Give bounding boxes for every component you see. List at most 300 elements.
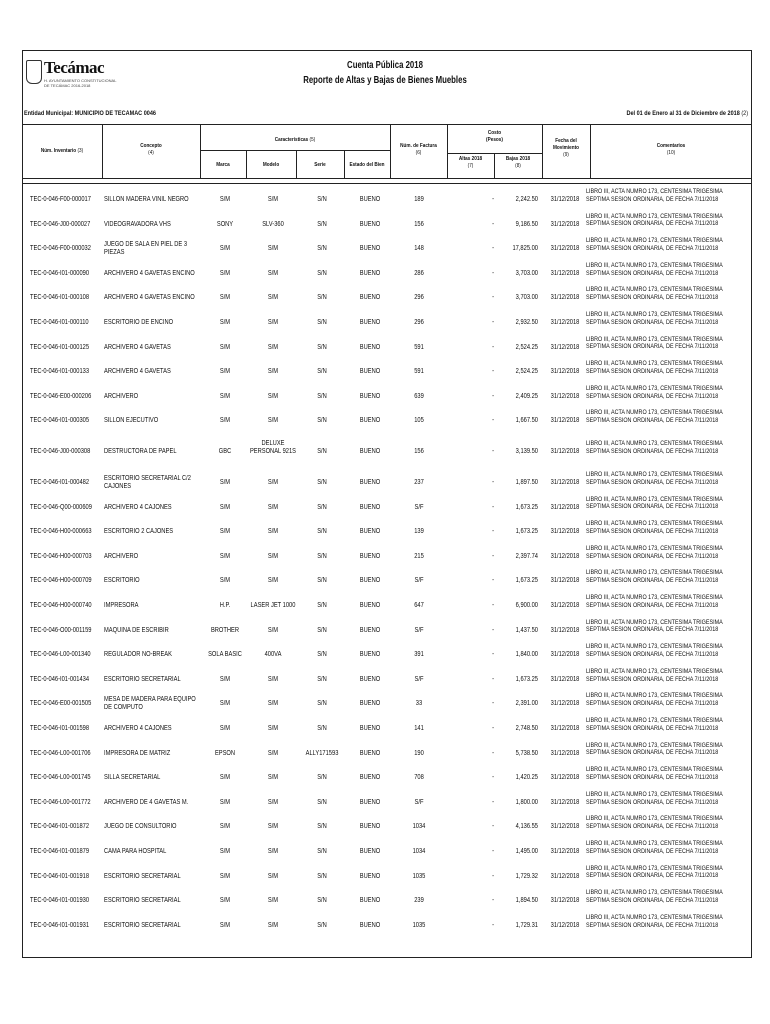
movement-date-cell: 31/12/2018 bbox=[550, 269, 580, 277]
comment-cell: LIBRO III, ACTA NUMRO 173, CENTESIMA TRIGESIMA SEPTIMA SESION ORDINARIA, DE FECHA 7/11/2018 bbox=[586, 360, 723, 375]
concept-cell: MAQUINA DE ESCRIBIR bbox=[104, 626, 169, 634]
serial-cell: S/N bbox=[317, 774, 327, 782]
comment-cell: LIBRO III, ACTA NUMRO 173, CENTESIMA TRIGESIMA SEPTIMA SESION ORDINARIA, DE FECHA 7/11/2018 bbox=[586, 261, 723, 277]
disposals-amount-cell: 1,673.25 bbox=[515, 503, 538, 511]
comment-cell: LIBRO III, ACTA NUMRO 173, CENTESIMA TRIGESIMA SEPTIMA SESION ORDINARIA, DE FECHA 7/11/2018 bbox=[586, 544, 723, 560]
invoice-number-cell: 1034 bbox=[412, 823, 426, 831]
header-modelo: Modelo bbox=[262, 162, 280, 168]
invoice-number-cell: 708 bbox=[414, 774, 424, 782]
col-sep bbox=[542, 124, 543, 178]
header-comentarios-label: Comentarios bbox=[656, 143, 686, 149]
invoice-number-cell: 1035 bbox=[412, 921, 426, 929]
header-costo-label: Costo bbox=[487, 130, 502, 136]
model-cell: S/M bbox=[267, 245, 279, 253]
comment-cell: LIBRO III, ACTA NUMRO 173, CENTESIMA TRIGESIMA SEPTIMA SESION ORDINARIA, DE FECHA 7/11/2018 bbox=[586, 286, 723, 302]
movement-date-cell: 31/12/2018 bbox=[550, 368, 580, 376]
characteristics-rule bbox=[200, 150, 390, 151]
inventory-number-cell: TEC-0-046-I01-001918 bbox=[30, 872, 90, 880]
concept-cell: ESCRITORIO DE ENCINO bbox=[104, 319, 174, 326]
additions-amount-cell: - bbox=[492, 651, 494, 659]
concept-cell: SILLA SECRETARIAL bbox=[104, 774, 161, 782]
logo-subtitle: H. AYUNTAMIENTO CONSTITUCIONAL DE TECÁMAC 2016-2018 bbox=[44, 78, 117, 88]
brand-cell: S/M bbox=[219, 294, 231, 302]
disposals-amount-cell: 2,524.25 bbox=[515, 343, 538, 351]
additions-amount-cell: - bbox=[492, 417, 494, 425]
condition-cell: BUENO bbox=[359, 220, 381, 228]
header-concepto-label: Concepto bbox=[140, 143, 162, 149]
disposals-amount-cell: 3,703.00 bbox=[515, 269, 538, 277]
disposals-amount-cell: 17,825.00 bbox=[512, 245, 538, 253]
model-cell: S/M bbox=[267, 626, 279, 634]
condition-cell: BUENO bbox=[359, 552, 381, 560]
inventory-number-cell: TEC-0-046-F00-000032 bbox=[30, 245, 91, 253]
movement-date-cell: 31/12/2018 bbox=[550, 921, 580, 929]
col-sep bbox=[447, 124, 448, 178]
inventory-number-cell: TEC-0-046-H00-000740 bbox=[30, 602, 92, 609]
disposals-amount-cell: 1,729.32 bbox=[515, 872, 538, 880]
brand-cell: S/M bbox=[219, 823, 231, 831]
header-bajas bbox=[498, 156, 539, 170]
condition-cell: BUENO bbox=[359, 897, 381, 905]
brand-cell: S/M bbox=[219, 368, 231, 376]
report-subtitle: Reporte de Altas y Bajas de Bienes Muebles bbox=[303, 75, 467, 86]
movement-date-cell: 31/12/2018 bbox=[550, 897, 580, 905]
serial-cell: S/N bbox=[317, 798, 327, 806]
inventory-number-cell: TEC-0-046-I01-000110 bbox=[30, 319, 89, 326]
invoice-number-cell: 189 bbox=[414, 196, 424, 203]
comment-cell: LIBRO III, ACTA NUMRO 173, CENTESIMA TRIGESIMA SEPTIMA SESION ORDINARIA, DE FECHA 7/11/2018 bbox=[586, 569, 723, 585]
model-cell: S/M bbox=[267, 503, 279, 511]
inventory-number-cell: TEC-0-046-I01-001879 bbox=[30, 848, 90, 855]
disposals-amount-cell: 1,673.25 bbox=[515, 675, 538, 683]
logo-text: Tecámac bbox=[44, 58, 105, 77]
condition-cell: BUENO bbox=[359, 798, 381, 806]
concept-cell: ARCHIVERO 4 GAVETAS ENCINO bbox=[104, 269, 195, 277]
inventory-number-cell: TEC-0-046-I01-001434 bbox=[30, 675, 90, 683]
header-factura-num: (6) bbox=[415, 150, 422, 156]
additions-amount-cell: - bbox=[492, 392, 494, 400]
brand-cell: H.P. bbox=[219, 602, 231, 609]
col-sep bbox=[246, 150, 247, 178]
concept-cell: ARCHIVERO bbox=[104, 392, 139, 400]
model-cell: DELUXE PERSONAL 921S bbox=[249, 440, 297, 455]
comment-cell: LIBRO III, ACTA NUMRO 173, CENTESIMA TRIGESIMA SEPTIMA SESION ORDINARIA, DE FECHA 7/11/2018 bbox=[586, 594, 723, 609]
header-factura bbox=[394, 143, 442, 157]
comment-cell: LIBRO III, ACTA NUMRO 173, CENTESIMA TRIGESIMA SEPTIMA SESION ORDINARIA, DE FECHA 7/11/2018 bbox=[586, 495, 723, 511]
condition-cell: BUENO bbox=[359, 577, 381, 585]
concept-cell: SILLON EJECUTIVO bbox=[104, 417, 159, 425]
model-cell: LASER JET 1000 bbox=[250, 602, 296, 609]
invoice-number-cell: 33 bbox=[415, 700, 423, 708]
disposals-amount-cell: 2,932.50 bbox=[515, 319, 538, 326]
comment-cell: LIBRO III, ACTA NUMRO 173, CENTESIMA TRIGESIMA SEPTIMA SESION ORDINARIA, DE FECHA 7/11/2018 bbox=[586, 440, 723, 455]
movement-date-cell: 31/12/2018 bbox=[550, 749, 580, 757]
additions-amount-cell: - bbox=[492, 749, 494, 757]
brand-cell: S/M bbox=[219, 725, 231, 732]
serial-cell: ALLY171593 bbox=[305, 749, 339, 757]
model-cell: S/M bbox=[267, 319, 279, 326]
movement-date-cell: 31/12/2018 bbox=[550, 552, 580, 560]
condition-cell: BUENO bbox=[359, 196, 381, 203]
inventory-number-cell: TEC-0-046-J00-000308 bbox=[30, 448, 91, 455]
disposals-amount-cell: 3,703.00 bbox=[515, 294, 538, 302]
condition-cell: BUENO bbox=[359, 725, 381, 732]
model-cell: S/M bbox=[267, 196, 279, 203]
additions-amount-cell: - bbox=[492, 848, 494, 855]
movement-date-cell: 31/12/2018 bbox=[550, 823, 580, 831]
header-comentarios-num: (10) bbox=[666, 150, 676, 156]
additions-amount-cell: - bbox=[492, 479, 494, 486]
serial-cell: S/N bbox=[317, 417, 327, 425]
concept-cell: SILLON MADERA VINIL NEGRO bbox=[104, 196, 189, 203]
inventory-number-cell: TEC-0-046-F00-000017 bbox=[30, 196, 91, 203]
concept-cell: VIDEOGRAVADORA VHS bbox=[104, 220, 171, 228]
serial-cell: S/N bbox=[317, 294, 327, 302]
disposals-amount-cell: 1,437.50 bbox=[515, 626, 538, 634]
inventory-number-cell: TEC-0-046-I01-001930 bbox=[30, 897, 90, 905]
serial-cell: S/N bbox=[317, 392, 327, 400]
brand-cell: S/M bbox=[219, 245, 231, 253]
movement-date-cell: 31/12/2018 bbox=[550, 675, 580, 683]
movement-date-cell: 31/12/2018 bbox=[550, 602, 580, 609]
model-cell: S/M bbox=[267, 921, 279, 929]
invoice-number-cell: 141 bbox=[414, 725, 424, 732]
inventory-number-cell: TEC-0-046-J00-000027 bbox=[30, 220, 91, 228]
concept-cell: ARCHIVERO bbox=[104, 552, 139, 560]
serial-cell: S/N bbox=[317, 675, 327, 683]
invoice-number-cell: 105 bbox=[414, 417, 424, 425]
additions-amount-cell: - bbox=[492, 245, 494, 253]
movement-date-cell: 31/12/2018 bbox=[550, 503, 580, 511]
disposals-amount-cell: 2,242.50 bbox=[515, 196, 538, 203]
comment-cell: LIBRO III, ACTA NUMRO 173, CENTESIMA TRIGESIMA SEPTIMA SESION ORDINARIA, DE FECHA 7/11/2018 bbox=[586, 311, 723, 326]
additions-amount-cell: - bbox=[492, 220, 494, 228]
inventory-number-cell: TEC-0-046-I01-000108 bbox=[30, 294, 90, 302]
disposals-amount-cell: 2,391.00 bbox=[515, 700, 538, 708]
header-bottom-rule bbox=[22, 178, 752, 179]
invoice-number-cell: 296 bbox=[414, 294, 424, 302]
movement-date-cell: 31/12/2018 bbox=[550, 774, 580, 782]
movement-date-cell: 31/12/2018 bbox=[550, 245, 580, 253]
serial-cell: S/N bbox=[317, 626, 327, 634]
invoice-number-cell: 639 bbox=[414, 392, 424, 400]
condition-cell: BUENO bbox=[359, 872, 381, 880]
disposals-amount-cell: 1,673.25 bbox=[515, 528, 538, 536]
concept-cell: IMPRESORA DE MATRIZ bbox=[104, 749, 171, 757]
condition-cell: BUENO bbox=[359, 269, 381, 277]
model-cell: S/M bbox=[267, 417, 279, 425]
disposals-amount-cell: 1,800.00 bbox=[515, 798, 538, 806]
additions-amount-cell: - bbox=[492, 897, 494, 905]
comment-cell: LIBRO III, ACTA NUMRO 173, CENTESIMA TRIGESIMA SEPTIMA SESION ORDINARIA, DE FECHA 7/11/2018 bbox=[586, 212, 723, 228]
condition-cell: BUENO bbox=[359, 528, 381, 536]
header-inventario-num: (3) bbox=[77, 148, 84, 154]
header-caracteristicas bbox=[214, 137, 376, 144]
period-text: Del 01 de Enero al 31 de Diciembre de 2018 bbox=[626, 110, 740, 117]
body-top-rule bbox=[22, 183, 752, 184]
model-cell: S/M bbox=[267, 269, 279, 277]
additions-amount-cell: - bbox=[492, 196, 494, 203]
concept-cell: IMPRESORA bbox=[104, 602, 139, 609]
inventory-number-cell: TEC-0-046-E00-001505 bbox=[30, 700, 92, 708]
concept-cell: ESCRITORIO SECRETARIAL C/2 CAJONES bbox=[104, 475, 191, 490]
brand-cell: S/M bbox=[219, 675, 231, 683]
serial-cell: S/N bbox=[317, 872, 327, 880]
header-marca: Marca bbox=[216, 162, 230, 168]
condition-cell: BUENO bbox=[359, 774, 381, 782]
invoice-number-cell: 237 bbox=[414, 479, 424, 486]
invoice-number-cell: S/F bbox=[414, 503, 424, 511]
invoice-number-cell: 139 bbox=[414, 528, 424, 536]
concept-cell: REGULADOR NO-BREAK bbox=[104, 651, 172, 659]
invoice-number-cell: 391 bbox=[414, 651, 424, 659]
brand-cell: S/M bbox=[219, 417, 231, 425]
condition-cell: BUENO bbox=[359, 479, 381, 486]
header-fecha-label: Fecha del Movimiento bbox=[553, 138, 579, 151]
disposals-amount-cell: 1,894.50 bbox=[515, 897, 538, 905]
model-cell: S/M bbox=[267, 577, 279, 585]
disposals-amount-cell: 1,897.50 bbox=[515, 479, 538, 486]
model-cell: S/M bbox=[267, 823, 279, 831]
disposals-amount-cell: 1,495.00 bbox=[515, 848, 538, 855]
condition-cell: BUENO bbox=[359, 675, 381, 683]
header-inventario bbox=[28, 148, 96, 155]
brand-cell: S/M bbox=[219, 528, 231, 536]
brand-cell: EPSON bbox=[214, 749, 236, 757]
invoice-number-cell: 286 bbox=[414, 269, 424, 277]
movement-date-cell: 31/12/2018 bbox=[550, 294, 580, 302]
concept-cell: JUEGO DE SALA EN PIEL DE 3 PIEZAS bbox=[104, 241, 188, 257]
movement-date-cell: 31/12/2018 bbox=[550, 872, 580, 880]
inventory-number-cell: TEC-0-046-O00-001159 bbox=[30, 626, 92, 634]
condition-cell: BUENO bbox=[359, 319, 381, 326]
inventory-number-cell: TEC-0-046-I01-001598 bbox=[30, 725, 90, 732]
inventory-number-cell: TEC-0-046-L00-001745 bbox=[30, 774, 91, 782]
invoice-number-cell: 156 bbox=[414, 220, 424, 228]
serial-cell: S/N bbox=[317, 725, 327, 732]
condition-cell: BUENO bbox=[359, 245, 381, 253]
movement-date-cell: 31/12/2018 bbox=[550, 651, 580, 659]
additions-amount-cell: - bbox=[492, 319, 494, 326]
brand-cell: S/M bbox=[219, 577, 231, 585]
brand-cell: S/M bbox=[219, 872, 231, 880]
disposals-amount-cell: 2,397.74 bbox=[515, 552, 538, 560]
condition-cell: BUENO bbox=[359, 503, 381, 511]
concept-cell: JUEGO DE CONSULTORIO bbox=[104, 823, 177, 831]
inventory-number-cell: TEC-0-046-L00-001772 bbox=[30, 798, 91, 806]
movement-date-cell: 31/12/2018 bbox=[550, 626, 580, 634]
concept-cell: ESCRITORIO 2 CAJONES bbox=[104, 528, 174, 536]
concept-cell: ESCRITORIO bbox=[104, 577, 140, 585]
header-costo bbox=[454, 130, 535, 144]
additions-amount-cell: - bbox=[492, 798, 494, 806]
model-cell: S/M bbox=[267, 368, 279, 376]
movement-date-cell: 31/12/2018 bbox=[550, 220, 580, 228]
disposals-amount-cell: 5,738.50 bbox=[515, 749, 538, 757]
condition-cell: BUENO bbox=[359, 823, 381, 831]
condition-cell: BUENO bbox=[359, 602, 381, 609]
movement-date-cell: 31/12/2018 bbox=[550, 700, 580, 708]
inventory-number-cell: TEC-0-046-I01-000125 bbox=[30, 343, 90, 351]
additions-amount-cell: - bbox=[492, 725, 494, 732]
concept-cell: DESTRUCTORA DE PAPEL bbox=[104, 448, 177, 455]
brand-cell: S/M bbox=[219, 269, 231, 277]
concept-cell: ARCHIVERO 4 GAVETAS ENCINO bbox=[104, 294, 195, 302]
model-cell: S/M bbox=[267, 392, 279, 400]
serial-cell: S/N bbox=[317, 848, 327, 855]
invoice-number-cell: 591 bbox=[414, 343, 424, 351]
entity-label: Entidad Municipal: MUNICIPIO DE TECAMAC 0046 bbox=[24, 110, 157, 117]
header-altas bbox=[451, 156, 491, 170]
brand-cell: GBC bbox=[218, 448, 232, 455]
condition-cell: BUENO bbox=[359, 343, 381, 351]
movement-date-cell: 31/12/2018 bbox=[550, 196, 580, 203]
serial-cell: S/N bbox=[317, 921, 327, 929]
condition-cell: BUENO bbox=[359, 848, 381, 855]
model-cell: S/M bbox=[267, 749, 279, 757]
comment-cell: LIBRO III, ACTA NUMRO 173, CENTESIMA TRIGESIMA SEPTIMA SESION ORDINARIA, DE FECHA 7/11/2018 bbox=[586, 717, 723, 732]
comment-cell: LIBRO III, ACTA NUMRO 173, CENTESIMA TRIGESIMA SEPTIMA SESION ORDINARIA, DE FECHA 7/11/2018 bbox=[586, 643, 723, 658]
serial-cell: S/N bbox=[317, 651, 327, 659]
comment-cell: LIBRO III, ACTA NUMRO 173, CENTESIMA TRIGESIMA SEPTIMA SESION ORDINARIA, DE FECHA 7/11/2018 bbox=[586, 188, 723, 203]
brand-cell: S/M bbox=[219, 921, 231, 929]
inventory-number-cell: TEC-0-046-L00-001340 bbox=[30, 651, 91, 659]
disposals-amount-cell: 6,900.00 bbox=[515, 602, 538, 609]
inventory-number-cell: TEC-0-046-I01-000305 bbox=[30, 417, 90, 425]
header-factura-label: Núm. de Factura bbox=[400, 143, 437, 149]
concept-cell: CAMA PARA HOSPITAL bbox=[104, 848, 167, 855]
disposals-amount-cell: 9,186.50 bbox=[515, 220, 538, 228]
movement-date-cell: 31/12/2018 bbox=[550, 448, 580, 455]
invoice-number-cell: 1035 bbox=[412, 872, 426, 880]
additions-amount-cell: - bbox=[492, 448, 494, 455]
brand-cell: S/M bbox=[219, 343, 231, 351]
additions-amount-cell: - bbox=[492, 700, 494, 708]
model-cell: SLV-360 bbox=[262, 220, 284, 228]
comment-cell: LIBRO III, ACTA NUMRO 173, CENTESIMA TRIGESIMA SEPTIMA SESION ORDINARIA, DE FECHA 7/11/2018 bbox=[586, 766, 723, 781]
invoice-number-cell: 1034 bbox=[412, 848, 426, 855]
header-altas-label: Altas 2018 bbox=[458, 156, 483, 162]
model-cell: S/M bbox=[267, 798, 279, 806]
serial-cell: S/N bbox=[317, 700, 327, 708]
additions-amount-cell: - bbox=[492, 774, 494, 782]
movement-date-cell: 31/12/2018 bbox=[550, 343, 580, 351]
invoice-number-cell: 647 bbox=[414, 602, 424, 609]
comment-cell: LIBRO III, ACTA NUMRO 173, CENTESIMA TRIGESIMA SEPTIMA SESION ORDINARIA, DE FECHA 7/11/2018 bbox=[586, 864, 723, 880]
inventory-number-cell: TEC-0-046-H00-000703 bbox=[30, 552, 92, 560]
condition-cell: BUENO bbox=[359, 626, 381, 634]
invoice-number-cell: 215 bbox=[414, 552, 424, 560]
condition-cell: BUENO bbox=[359, 921, 381, 929]
model-cell: S/M bbox=[267, 872, 279, 880]
serial-cell: S/N bbox=[317, 196, 327, 203]
brand-cell: SOLA BASIC bbox=[208, 651, 242, 659]
condition-cell: BUENO bbox=[359, 651, 381, 659]
serial-cell: S/N bbox=[317, 577, 327, 585]
comment-cell: LIBRO III, ACTA NUMRO 173, CENTESIMA TRIGESIMA SEPTIMA SESION ORDINARIA, DE FECHA 7/11/2018 bbox=[586, 913, 723, 929]
col-sep bbox=[102, 124, 103, 178]
col-sep bbox=[200, 124, 201, 178]
invoice-number-cell: 156 bbox=[414, 448, 424, 455]
header-caracteristicas-num: (5) bbox=[309, 137, 316, 143]
brand-cell: BROTHER bbox=[210, 626, 240, 634]
model-cell: S/M bbox=[267, 479, 279, 486]
col-sep bbox=[296, 150, 297, 178]
additions-amount-cell: - bbox=[492, 294, 494, 302]
additions-amount-cell: - bbox=[492, 343, 494, 351]
header-inventario-label: Núm. Inventario bbox=[40, 148, 77, 154]
disposals-amount-cell: 1,840.00 bbox=[515, 651, 538, 659]
comment-cell: LIBRO III, ACTA NUMRO 173, CENTESIMA TRIGESIMA SEPTIMA SESION ORDINARIA, DE FECHA 7/11/2018 bbox=[586, 790, 723, 806]
inventory-number-cell: TEC-0-046-E00-000206 bbox=[30, 392, 92, 400]
seal-icon bbox=[26, 60, 42, 84]
movement-date-cell: 31/12/2018 bbox=[550, 319, 580, 326]
additions-amount-cell: - bbox=[492, 269, 494, 277]
serial-cell: S/N bbox=[317, 897, 327, 905]
concept-cell: ARCHIVERO 4 CAJONES bbox=[104, 503, 172, 511]
brand-cell: S/M bbox=[219, 392, 231, 400]
brand-cell: S/M bbox=[219, 552, 231, 560]
invoice-number-cell: 591 bbox=[414, 368, 424, 376]
concept-cell: ESCRITORIO SECRETARIAL bbox=[104, 872, 181, 880]
additions-amount-cell: - bbox=[492, 921, 494, 929]
inventory-number-cell: TEC-0-046-I01-001872 bbox=[30, 823, 90, 831]
concept-cell: ARCHIVERO 4 GAVETAS bbox=[104, 343, 171, 351]
brand-cell: S/M bbox=[219, 774, 231, 782]
model-cell: S/M bbox=[267, 848, 279, 855]
col-sep bbox=[590, 124, 591, 178]
model-cell: S/M bbox=[267, 294, 279, 302]
brand-cell: S/M bbox=[219, 479, 231, 486]
disposals-amount-cell: 3,139.50 bbox=[515, 448, 538, 455]
col-sep bbox=[344, 150, 345, 178]
additions-amount-cell: - bbox=[492, 602, 494, 609]
inventory-number-cell: TEC-0-046-I01-000090 bbox=[30, 269, 90, 277]
additions-amount-cell: - bbox=[492, 872, 494, 880]
comment-cell: LIBRO III, ACTA NUMRO 173, CENTESIMA TRIGESIMA SEPTIMA SESION ORDINARIA, DE FECHA 7/11/2018 bbox=[586, 335, 723, 351]
header-bajas-label: Bajas 2018 bbox=[505, 156, 531, 162]
header-bajas-num: (8) bbox=[515, 163, 521, 169]
additions-amount-cell: - bbox=[492, 503, 494, 511]
movement-date-cell: 31/12/2018 bbox=[550, 798, 580, 806]
inventory-number-cell: TEC-0-046-I01-001931 bbox=[30, 921, 90, 929]
period-label bbox=[626, 110, 748, 117]
condition-cell: BUENO bbox=[359, 294, 381, 302]
serial-cell: S/N bbox=[317, 503, 327, 511]
comment-cell: LIBRO III, ACTA NUMRO 173, CENTESIMA TRIGESIMA SEPTIMA SESION ORDINARIA, DE FECHA 7/11/2018 bbox=[586, 889, 723, 904]
header-concepto-num: (4) bbox=[148, 150, 154, 156]
header-fecha bbox=[546, 138, 587, 159]
comment-cell: LIBRO III, ACTA NUMRO 173, CENTESIMA TRIGESIMA SEPTIMA SESION ORDINARIA, DE FECHA 7/11/2018 bbox=[586, 520, 723, 535]
movement-date-cell: 31/12/2018 bbox=[550, 577, 580, 585]
header-caracteristicas-label: Características bbox=[274, 137, 309, 143]
concept-cell: ARCHIVERO 4 GAVETAS bbox=[104, 368, 171, 376]
brand-cell: S/M bbox=[219, 196, 231, 203]
invoice-number-cell: S/F bbox=[414, 798, 424, 806]
inventory-number-cell: TEC-0-046-H00-000663 bbox=[30, 528, 92, 536]
serial-cell: S/N bbox=[317, 245, 327, 253]
model-cell: 400VA bbox=[264, 651, 282, 659]
brand-cell: S/M bbox=[219, 319, 231, 326]
concept-cell: ESCRITORIO SECRETARIAL bbox=[104, 675, 181, 683]
serial-cell: S/N bbox=[317, 319, 327, 326]
header-altas-num: (7) bbox=[467, 163, 474, 169]
additions-amount-cell: - bbox=[492, 552, 494, 560]
inventory-number-cell: TEC-0-046-I01-000133 bbox=[30, 368, 90, 376]
header-fecha-num: (9) bbox=[563, 152, 569, 158]
brand-cell: SONY bbox=[216, 220, 234, 228]
inventory-number-cell: TEC-0-046-H00-000709 bbox=[30, 577, 92, 585]
